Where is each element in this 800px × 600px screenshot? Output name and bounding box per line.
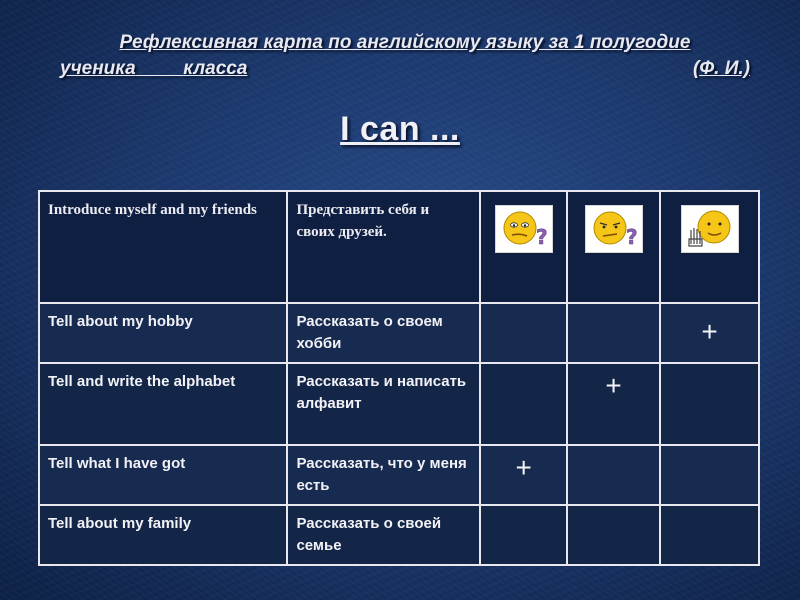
puzzled-face-question-icon [585, 205, 643, 253]
skill-en-cell: Tell about my hobby [39, 303, 287, 363]
svg-text:?: ? [535, 225, 548, 249]
icon-cell [480, 191, 567, 303]
skill-en-cell: Tell about my family [39, 505, 287, 565]
mark-cell [567, 363, 660, 445]
table-row [39, 303, 759, 363]
reflection-table [38, 190, 760, 566]
heading-class-label: класса [183, 58, 248, 79]
table-row [39, 445, 759, 505]
mark-cell [660, 303, 759, 363]
skill-ru-cell: Рассказать, что у меня есть [287, 445, 480, 505]
heading-title: Рефлексивная карта по английскому языку за 1 полугодие [119, 32, 691, 53]
skill-ru-cell: Рассказать о своей семье [287, 505, 480, 565]
mark-cell [567, 445, 660, 505]
skill-ru-cell: Рассказать о своем хобби [287, 303, 480, 363]
table-row [39, 505, 759, 565]
mark-cell [480, 445, 567, 505]
subtitle-i-can: I can ... [340, 110, 460, 148]
skill-ru-cell: Рассказать и написать алфавит [287, 363, 480, 445]
mark-cell [660, 363, 759, 445]
page-heading [60, 30, 750, 81]
confused-face-question-icon [495, 205, 553, 253]
heading-student-label: ученика [60, 58, 136, 79]
mark-cell [660, 445, 759, 505]
mark-cell [567, 303, 660, 363]
skill-ru-cell: Представить себя и своих друзей. [287, 191, 480, 303]
skill-en-cell: Tell and write the alphabet [39, 363, 287, 445]
mark-value: + [701, 316, 718, 347]
mark-cell [567, 505, 660, 565]
mark-cell [480, 303, 567, 363]
skill-en-cell: Tell what I have got [39, 445, 287, 505]
mark-cell [480, 505, 567, 565]
face-raised-hand-icon [681, 205, 739, 253]
skill-en-cell: Introduce myself and my friends [39, 191, 287, 303]
table-header-row [39, 191, 759, 303]
mark-value: + [605, 370, 622, 401]
icon-cell [660, 191, 759, 303]
table-row [39, 363, 759, 445]
heading-name-label: (Ф. И.) [693, 58, 750, 79]
mark-cell [480, 363, 567, 445]
mark-value: + [515, 452, 532, 483]
mark-cell [660, 505, 759, 565]
heading-student-line [60, 56, 750, 81]
heading-name-blank [247, 56, 693, 81]
svg-text:?: ? [625, 225, 638, 249]
icon-cell [567, 191, 660, 303]
